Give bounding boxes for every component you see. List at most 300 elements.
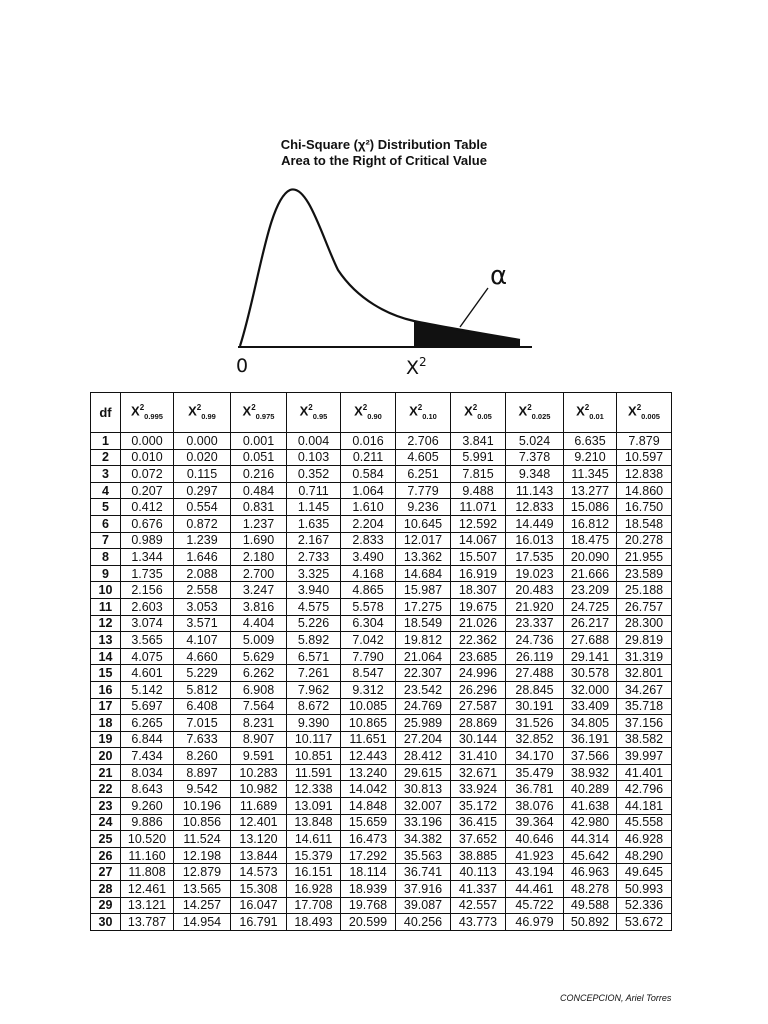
critical-value-cell: 41.401 (617, 764, 672, 781)
critical-value-cell: 42.796 (617, 781, 672, 798)
critical-value-cell: 10.982 (231, 781, 287, 798)
critical-value-cell: 0.020 (174, 449, 231, 466)
critical-value-cell: 0.676 (121, 515, 174, 532)
critical-value-cell: 3.325 (287, 565, 341, 582)
critical-value-cell: 16.928 (287, 881, 341, 898)
distribution-curve-figure (228, 180, 548, 380)
critical-value-cell: 32.007 (396, 798, 451, 815)
df-cell: 13 (91, 632, 121, 649)
critical-value-cell: 34.170 (506, 748, 564, 765)
critical-value-cell: 32.000 (564, 681, 617, 698)
critical-value-cell: 9.591 (231, 748, 287, 765)
critical-value-cell: 0.831 (231, 499, 287, 516)
critical-value-cell: 5.229 (174, 665, 231, 682)
df-header: df (91, 393, 121, 433)
df-cell: 20 (91, 748, 121, 765)
critical-value-cell: 11.524 (174, 831, 231, 848)
critical-value-cell: 14.684 (396, 565, 451, 582)
table-row (91, 731, 672, 748)
critical-value-cell: 7.815 (451, 466, 506, 483)
critical-value-cell: 21.026 (451, 615, 506, 632)
critical-value-cell: 7.633 (174, 731, 231, 748)
critical-value-cell: 4.575 (287, 598, 341, 615)
critical-value-cell: 44.181 (617, 798, 672, 815)
df-cell: 14 (91, 648, 121, 665)
df-cell: 3 (91, 466, 121, 483)
df-cell: 16 (91, 681, 121, 698)
critical-value-cell: 11.143 (506, 482, 564, 499)
critical-value-cell: 2.603 (121, 598, 174, 615)
critical-value-cell: 42.557 (451, 897, 506, 914)
critical-value-cell: 46.928 (617, 831, 672, 848)
critical-value-cell: 12.461 (121, 881, 174, 898)
critical-value-cell: 0.484 (231, 482, 287, 499)
table-row (91, 798, 672, 815)
critical-value-cell: 10.085 (341, 698, 396, 715)
critical-value-cell: 41.638 (564, 798, 617, 815)
critical-value-cell: 7.434 (121, 748, 174, 765)
critical-value-cell: 6.908 (231, 681, 287, 698)
critical-value-cell: 20.090 (564, 549, 617, 566)
critical-value-cell: 17.275 (396, 598, 451, 615)
df-cell: 11 (91, 598, 121, 615)
critical-value-cell: 23.542 (396, 681, 451, 698)
critical-value-cell: 9.236 (396, 499, 451, 516)
critical-value-cell: 45.722 (506, 897, 564, 914)
critical-value-cell: 1.064 (341, 482, 396, 499)
critical-value-cell: 13.362 (396, 549, 451, 566)
page-title (0, 137, 768, 169)
critical-value-cell: 14.067 (451, 532, 506, 549)
critical-value-cell: 10.283 (231, 764, 287, 781)
critical-value-cell: 0.297 (174, 482, 231, 499)
critical-value-cell: 44.314 (564, 831, 617, 848)
critical-value-cell: 17.708 (287, 897, 341, 914)
critical-value-cell: 20.278 (617, 532, 672, 549)
critical-value-cell: 1.145 (287, 499, 341, 516)
critical-value-cell: 16.750 (617, 499, 672, 516)
table-row (91, 632, 672, 649)
critical-value-cell: 9.886 (121, 814, 174, 831)
table-row (91, 897, 672, 914)
df-cell: 12 (91, 615, 121, 632)
critical-value-cell: 31.319 (617, 648, 672, 665)
critical-value-cell: 13.121 (121, 897, 174, 914)
author-credit: CONCEPCION, Ariel Torres (560, 993, 672, 1003)
critical-value-cell: 14.611 (287, 831, 341, 848)
df-cell: 7 (91, 532, 121, 549)
critical-value-cell: 5.697 (121, 698, 174, 715)
critical-value-cell: 9.260 (121, 798, 174, 815)
critical-value-cell: 11.345 (564, 466, 617, 483)
critical-value-cell: 35.718 (617, 698, 672, 715)
table-body (91, 433, 672, 931)
critical-value-cell: 13.844 (231, 847, 287, 864)
column-header: $X^2_{0.10}$ (396, 393, 451, 433)
critical-value-cell: 11.160 (121, 847, 174, 864)
critical-value-cell: 50.892 (564, 914, 617, 931)
critical-value-cell: 52.336 (617, 897, 672, 914)
critical-value-cell: 14.573 (231, 864, 287, 881)
critical-value-cell: 25.188 (617, 582, 672, 599)
critical-value-cell: 6.262 (231, 665, 287, 682)
critical-value-cell: 10.117 (287, 731, 341, 748)
df-cell: 30 (91, 914, 121, 931)
critical-value-cell: 24.725 (564, 598, 617, 615)
critical-value-cell: 6.251 (396, 466, 451, 483)
df-cell: 26 (91, 847, 121, 864)
critical-value-cell: 24.769 (396, 698, 451, 715)
chi-square-table (90, 392, 672, 931)
critical-value-cell: 7.564 (231, 698, 287, 715)
critical-value-cell: 16.047 (231, 897, 287, 914)
critical-value-cell: 16.919 (451, 565, 506, 582)
critical-value-cell: 37.652 (451, 831, 506, 848)
critical-value-cell: 0.554 (174, 499, 231, 516)
critical-value-cell: 8.260 (174, 748, 231, 765)
critical-value-cell: 4.601 (121, 665, 174, 682)
critical-value-cell: 5.578 (341, 598, 396, 615)
df-cell: 21 (91, 764, 121, 781)
critical-value-cell: 18.475 (564, 532, 617, 549)
critical-value-cell: 30.578 (564, 665, 617, 682)
critical-value-cell: 2.204 (341, 515, 396, 532)
critical-value-cell: 29.141 (564, 648, 617, 665)
critical-value-cell: 22.307 (396, 665, 451, 682)
critical-value-cell: 3.565 (121, 632, 174, 649)
critical-value-cell: 42.980 (564, 814, 617, 831)
critical-value-cell: 49.588 (564, 897, 617, 914)
critical-value-cell: 0.352 (287, 466, 341, 483)
table-row (91, 914, 672, 931)
critical-value-cell: 21.955 (617, 549, 672, 566)
critical-value-cell: 0.216 (231, 466, 287, 483)
table-header-row (91, 393, 672, 433)
table-row (91, 466, 672, 483)
critical-value-cell: 15.659 (341, 814, 396, 831)
critical-value-cell: 0.872 (174, 515, 231, 532)
critical-value-cell: 45.558 (617, 814, 672, 831)
table-row (91, 648, 672, 665)
critical-value-cell: 5.892 (287, 632, 341, 649)
critical-value-cell: 27.204 (396, 731, 451, 748)
critical-value-cell: 40.646 (506, 831, 564, 848)
critical-value-cell: 10.856 (174, 814, 231, 831)
df-cell: 29 (91, 897, 121, 914)
critical-value-cell: 23.337 (506, 615, 564, 632)
critical-value-cell: 43.194 (506, 864, 564, 881)
critical-value-cell: 1.690 (231, 532, 287, 549)
critical-value-cell: 21.666 (564, 565, 617, 582)
critical-value-cell: 46.979 (506, 914, 564, 931)
df-cell: 18 (91, 715, 121, 732)
critical-value-cell: 3.490 (341, 549, 396, 566)
critical-value-cell: 3.940 (287, 582, 341, 599)
critical-value-cell: 2.733 (287, 549, 341, 566)
critical-value-cell: 14.954 (174, 914, 231, 931)
critical-value-cell: 15.379 (287, 847, 341, 864)
table-row (91, 532, 672, 549)
critical-value-cell: 25.989 (396, 715, 451, 732)
table-row (91, 515, 672, 532)
critical-value-cell: 21.920 (506, 598, 564, 615)
critical-value-cell: 2.700 (231, 565, 287, 582)
column-header: $X^2_{0.995}$ (121, 393, 174, 433)
critical-value-cell: 7.261 (287, 665, 341, 682)
critical-value-cell: 48.290 (617, 847, 672, 864)
table-row (91, 549, 672, 566)
critical-value-cell: 1.239 (174, 532, 231, 549)
critical-value-cell: 23.589 (617, 565, 672, 582)
critical-value-cell: 8.672 (287, 698, 341, 715)
critical-value-cell: 20.599 (341, 914, 396, 931)
critical-value-cell: 32.852 (506, 731, 564, 748)
critical-value-cell: 0.072 (121, 466, 174, 483)
critical-value-cell: 0.000 (174, 433, 231, 450)
critical-value-cell: 3.816 (231, 598, 287, 615)
table-row (91, 433, 672, 450)
table-row (91, 482, 672, 499)
critical-value-cell: 27.488 (506, 665, 564, 682)
critical-value-cell: 27.688 (564, 632, 617, 649)
critical-value-cell: 38.885 (451, 847, 506, 864)
critical-value-cell: 38.932 (564, 764, 617, 781)
critical-value-cell: 20.483 (506, 582, 564, 599)
critical-value-cell: 31.526 (506, 715, 564, 732)
table-row (91, 847, 672, 864)
critical-value-cell: 16.151 (287, 864, 341, 881)
table-row (91, 698, 672, 715)
critical-value-cell: 3.074 (121, 615, 174, 632)
critical-value-cell: 40.289 (564, 781, 617, 798)
critical-value-cell: 2.088 (174, 565, 231, 582)
critical-value-cell: 53.672 (617, 914, 672, 931)
critical-value-cell: 3.053 (174, 598, 231, 615)
critical-value-cell: 28.869 (451, 715, 506, 732)
critical-value-cell: 19.768 (341, 897, 396, 914)
critical-value-cell: 8.643 (121, 781, 174, 798)
critical-value-cell: 0.051 (231, 449, 287, 466)
critical-value-cell: 28.300 (617, 615, 672, 632)
critical-value-cell: 13.277 (564, 482, 617, 499)
critical-value-cell: 46.963 (564, 864, 617, 881)
critical-value-cell: 27.587 (451, 698, 506, 715)
table-row (91, 565, 672, 582)
critical-value-cell: 32.671 (451, 764, 506, 781)
critical-value-cell: 32.801 (617, 665, 672, 682)
critical-value-cell: 39.364 (506, 814, 564, 831)
critical-value-cell: 40.256 (396, 914, 451, 931)
critical-value-cell: 36.191 (564, 731, 617, 748)
df-cell: 24 (91, 814, 121, 831)
critical-value-cell: 24.736 (506, 632, 564, 649)
critical-value-cell: 48.278 (564, 881, 617, 898)
critical-value-cell: 0.004 (287, 433, 341, 450)
critical-value-cell: 15.086 (564, 499, 617, 516)
critical-value-cell: 2.156 (121, 582, 174, 599)
critical-value-cell: 7.378 (506, 449, 564, 466)
critical-value-cell: 23.209 (564, 582, 617, 599)
critical-value-cell: 7.790 (341, 648, 396, 665)
critical-value-cell: 14.848 (341, 798, 396, 815)
critical-value-cell: 22.362 (451, 632, 506, 649)
column-header: $X^2_{0.005}$ (617, 393, 672, 433)
critical-value-cell: 12.401 (231, 814, 287, 831)
critical-value-cell: 21.064 (396, 648, 451, 665)
critical-value-cell: 4.107 (174, 632, 231, 649)
critical-value-cell: 12.879 (174, 864, 231, 881)
critical-value-cell: 13.787 (121, 914, 174, 931)
critical-value-cell: 3.841 (451, 433, 506, 450)
critical-value-cell: 6.844 (121, 731, 174, 748)
critical-value-cell: 6.571 (287, 648, 341, 665)
critical-value-cell: 17.535 (506, 549, 564, 566)
df-cell: 5 (91, 499, 121, 516)
critical-value-cell: 0.711 (287, 482, 341, 499)
critical-value-cell: 7.015 (174, 715, 231, 732)
critical-value-cell: 33.924 (451, 781, 506, 798)
critical-value-cell: 30.813 (396, 781, 451, 798)
critical-value-cell: 6.408 (174, 698, 231, 715)
critical-value-cell: 9.488 (451, 482, 506, 499)
critical-value-cell: 8.897 (174, 764, 231, 781)
critical-value-cell: 4.168 (341, 565, 396, 582)
critical-value-cell: 9.542 (174, 781, 231, 798)
critical-value-cell: 36.741 (396, 864, 451, 881)
critical-value-cell: 12.838 (617, 466, 672, 483)
critical-value-cell: 37.916 (396, 881, 451, 898)
df-cell: 28 (91, 881, 121, 898)
critical-value-cell: 6.635 (564, 433, 617, 450)
critical-value-cell: 12.198 (174, 847, 231, 864)
critical-value-cell: 1.344 (121, 549, 174, 566)
critical-value-cell: 4.865 (341, 582, 396, 599)
critical-value-cell: 4.404 (231, 615, 287, 632)
critical-value-cell: 2.180 (231, 549, 287, 566)
critical-value-cell: 10.196 (174, 798, 231, 815)
critical-value-cell: 1.610 (341, 499, 396, 516)
critical-value-cell: 16.473 (341, 831, 396, 848)
table-row (91, 582, 672, 599)
df-cell: 22 (91, 781, 121, 798)
critical-value-cell: 12.592 (451, 515, 506, 532)
column-header: $X^2_{0.95}$ (287, 393, 341, 433)
critical-value-cell: 11.591 (287, 764, 341, 781)
critical-value-cell: 11.651 (341, 731, 396, 748)
critical-value-cell: 13.091 (287, 798, 341, 815)
critical-value-cell: 4.075 (121, 648, 174, 665)
critical-value-cell: 3.247 (231, 582, 287, 599)
critical-value-cell: 18.549 (396, 615, 451, 632)
table-row (91, 831, 672, 848)
critical-value-cell: 39.087 (396, 897, 451, 914)
critical-value-cell: 1.735 (121, 565, 174, 582)
critical-value-cell: 12.017 (396, 532, 451, 549)
critical-value-cell: 15.308 (231, 881, 287, 898)
critical-value-cell: 1.646 (174, 549, 231, 566)
critical-value-cell: 12.443 (341, 748, 396, 765)
critical-value-cell: 13.565 (174, 881, 231, 898)
column-header: $X^2_{0.975}$ (231, 393, 287, 433)
df-cell: 17 (91, 698, 121, 715)
critical-value-cell: 40.113 (451, 864, 506, 881)
critical-value-cell: 2.706 (396, 433, 451, 450)
table-row (91, 864, 672, 881)
critical-value-cell: 0.584 (341, 466, 396, 483)
critical-value-cell: 18.548 (617, 515, 672, 532)
table-row (91, 665, 672, 682)
critical-value-cell: 1.635 (287, 515, 341, 532)
critical-value-cell: 2.167 (287, 532, 341, 549)
critical-value-cell: 5.629 (231, 648, 287, 665)
critical-value-cell: 18.114 (341, 864, 396, 881)
critical-value-cell: 50.993 (617, 881, 672, 898)
critical-value-cell: 18.307 (451, 582, 506, 599)
critical-value-cell: 16.013 (506, 532, 564, 549)
critical-value-cell: 0.016 (341, 433, 396, 450)
critical-value-cell: 29.615 (396, 764, 451, 781)
critical-value-cell: 34.382 (396, 831, 451, 848)
critical-value-cell: 36.415 (451, 814, 506, 831)
critical-value-cell: 34.805 (564, 715, 617, 732)
critical-value-cell: 10.520 (121, 831, 174, 848)
critical-value-cell: 23.685 (451, 648, 506, 665)
critical-value-cell: 9.348 (506, 466, 564, 483)
critical-value-cell: 12.338 (287, 781, 341, 798)
column-header: $X^2_{0.90}$ (341, 393, 396, 433)
critical-value-cell: 38.076 (506, 798, 564, 815)
critical-value-cell: 2.558 (174, 582, 231, 599)
table-row (91, 781, 672, 798)
critical-value-cell: 39.997 (617, 748, 672, 765)
critical-value-cell: 30.144 (451, 731, 506, 748)
critical-value-cell: 10.865 (341, 715, 396, 732)
critical-value-cell: 30.191 (506, 698, 564, 715)
critical-value-cell: 26.119 (506, 648, 564, 665)
critical-value-cell: 18.493 (287, 914, 341, 931)
critical-value-cell: 35.563 (396, 847, 451, 864)
critical-value-cell: 2.833 (341, 532, 396, 549)
critical-value-cell: 6.304 (341, 615, 396, 632)
column-header: $X^2_{0.025}$ (506, 393, 564, 433)
critical-value-cell: 9.390 (287, 715, 341, 732)
critical-value-cell: 5.142 (121, 681, 174, 698)
table-row (91, 881, 672, 898)
critical-value-cell: 12.833 (506, 499, 564, 516)
critical-value-cell: 8.907 (231, 731, 287, 748)
critical-value-cell: 11.689 (231, 798, 287, 815)
density-curve (240, 189, 520, 346)
column-header: $X^2_{0.01}$ (564, 393, 617, 433)
critical-value-cell: 41.337 (451, 881, 506, 898)
critical-value-cell: 10.597 (617, 449, 672, 466)
df-cell: 10 (91, 582, 121, 599)
critical-value-cell: 0.103 (287, 449, 341, 466)
critical-value-cell: 13.240 (341, 764, 396, 781)
critical-value-cell: 26.217 (564, 615, 617, 632)
critical-value-cell: 19.023 (506, 565, 564, 582)
column-header: $X^2_{0.05}$ (451, 393, 506, 433)
critical-value-cell: 0.412 (121, 499, 174, 516)
critical-value-cell: 28.845 (506, 681, 564, 698)
critical-value-cell: 0.001 (231, 433, 287, 450)
critical-value-cell: 10.851 (287, 748, 341, 765)
critical-value-cell: 5.226 (287, 615, 341, 632)
critical-value-cell: 13.848 (287, 814, 341, 831)
title-line-1: Chi-Square (χ²) Distribution Table (280, 137, 488, 152)
critical-value-cell: 5.812 (174, 681, 231, 698)
table-row (91, 681, 672, 698)
